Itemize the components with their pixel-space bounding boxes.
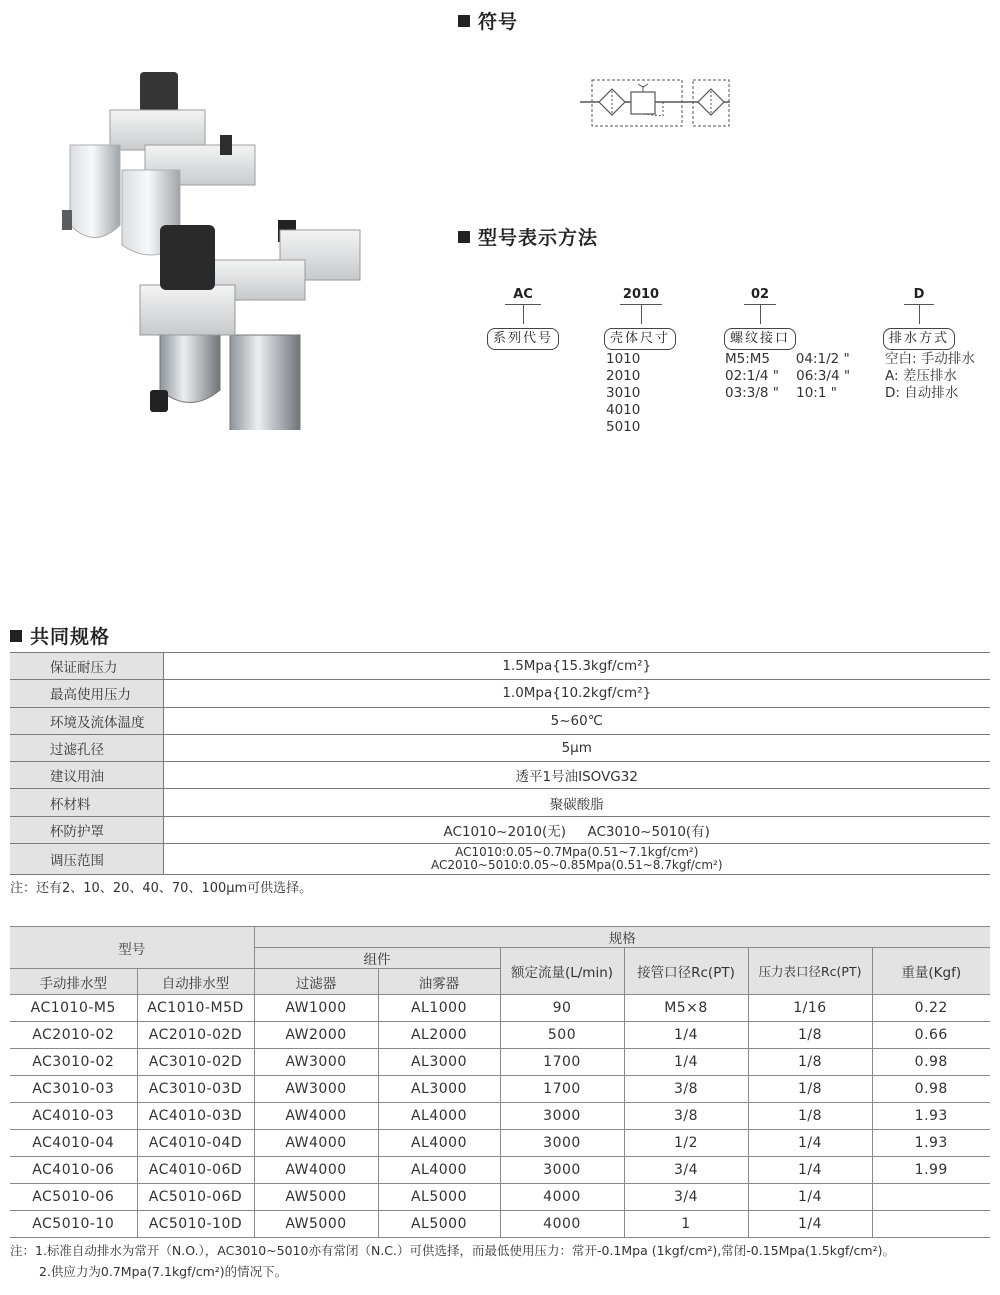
code-options-drain: 空白: 手动排水 A: 差压排水 D: 自动排水 — [885, 351, 975, 401]
header-gauge: 压力表口径Rc(PT) — [748, 948, 872, 995]
table-cell: AL3000 — [378, 1049, 500, 1076]
header-auto: 自动排水型 — [137, 969, 254, 995]
table-cell: AC4010-06D — [137, 1157, 254, 1184]
header-spec: 规格 — [254, 927, 990, 948]
table-row — [10, 1103, 990, 1130]
table-cell: AC4010-03 — [10, 1103, 137, 1130]
table-cell: AW4000 — [254, 1130, 378, 1157]
table-cell: AW3000 — [254, 1049, 378, 1076]
code-drain: D — [904, 287, 934, 302]
symbol-section-title: 符号 — [458, 7, 518, 34]
table-cell: AL2000 — [378, 1022, 500, 1049]
table-cell: AC2010-02 — [10, 1022, 137, 1049]
table-cell: AL4000 — [378, 1130, 500, 1157]
table-cell: AL4000 — [378, 1157, 500, 1184]
table-cell: AL5000 — [378, 1211, 500, 1238]
table-cell: AL4000 — [378, 1103, 500, 1130]
table-cell: 1/4 — [624, 1049, 748, 1076]
table-cell: AC1010-M5 — [10, 995, 137, 1022]
table-cell: 1700 — [500, 1076, 624, 1103]
table-row: 过滤孔径 5μm — [10, 734, 990, 761]
table-row — [10, 1184, 990, 1211]
header-manual: 手动排水型 — [10, 969, 137, 995]
table-cell — [872, 1184, 990, 1211]
table-cell: 1/8 — [748, 1103, 872, 1130]
code-thread: 02 — [744, 287, 776, 302]
header-flow: 额定流量(L/min) — [500, 948, 624, 995]
table-cell: AC5010-10 — [10, 1211, 137, 1238]
table-cell: 4000 — [500, 1184, 624, 1211]
table-cell: AW3000 — [254, 1076, 378, 1103]
model-table-body — [10, 995, 990, 1238]
table-cell: AC3010-02D — [137, 1049, 254, 1076]
table-cell: 500 — [500, 1022, 624, 1049]
code-options-body-size: 1010 2010 3010 4010 5010 — [606, 351, 641, 435]
table-cell: 1700 — [500, 1049, 624, 1076]
table-cell: 3/4 — [624, 1184, 748, 1211]
table-cell: 3000 — [500, 1103, 624, 1130]
table-row: 调压范围 AC1010:0.05~0.7Mpa(0.51~7.1kgf/cm²) AC2010~5010:0.05~0.85Mpa(0.51~8.7kgf/cm²) — [10, 844, 990, 875]
table-cell: 1.99 — [872, 1157, 990, 1184]
table-cell: AW5000 — [254, 1184, 378, 1211]
header-weight: 重量(Kgf) — [872, 948, 990, 995]
table-cell: AC3010-03D — [137, 1076, 254, 1103]
square-bullet-icon — [458, 231, 470, 243]
product-photo — [40, 60, 400, 430]
table-cell: AC1010-M5D — [137, 995, 254, 1022]
table-cell: 3000 — [500, 1157, 624, 1184]
table-cell: AC4010-04D — [137, 1130, 254, 1157]
table-row — [10, 1211, 990, 1238]
table-row: 保证耐压力 1.5Mpa{15.3kgf/cm²} — [10, 653, 990, 680]
table-row — [10, 1076, 990, 1103]
table-cell: AC5010-06 — [10, 1184, 137, 1211]
table-row — [10, 1022, 990, 1049]
table-cell: 1/2 — [624, 1130, 748, 1157]
table-cell: AC3010-02 — [10, 1049, 137, 1076]
table-cell: 3/8 — [624, 1076, 748, 1103]
model-section-title: 型号表示方法 — [458, 223, 598, 250]
table-cell: 1/8 — [748, 1022, 872, 1049]
table-cell: AW1000 — [254, 995, 378, 1022]
table-cell: 90 — [500, 995, 624, 1022]
table-cell: 1/4 — [748, 1184, 872, 1211]
table-cell: 1 — [624, 1211, 748, 1238]
table-row: 建议用油 透平1号油ISOVG32 — [10, 762, 990, 789]
code-body-size: 2010 — [620, 287, 662, 302]
table-cell: AC4010-03D — [137, 1103, 254, 1130]
common-spec-title: 共同规格 — [10, 622, 110, 649]
table-cell: AW4000 — [254, 1157, 378, 1184]
header-filter: 过滤器 — [254, 969, 378, 995]
common-spec-table — [10, 652, 990, 875]
table-row: 杯防护罩 AC1010~2010(无) AC3010~5010(有) — [10, 816, 990, 843]
header-component: 组件 — [254, 948, 500, 969]
table-cell: 1/8 — [748, 1049, 872, 1076]
table-cell: AL5000 — [378, 1184, 500, 1211]
table-cell: AW2000 — [254, 1022, 378, 1049]
table-cell: 0.98 — [872, 1049, 990, 1076]
square-bullet-icon — [10, 630, 22, 642]
table-row — [10, 1130, 990, 1157]
table-row: 杯材料 聚碳酸脂 — [10, 789, 990, 816]
model-table-note-1: 注：1.标准自动排水为常开（N.O.），AC3010~5010亦有常闭（N.C.）可供选择，而最低使用压力：常开-0.1Mpa (1kgf/cm²),常闭-0.15Mpa(1.5kgf/cm²)。 — [10, 1243, 895, 1258]
code-options-thread: M5:M5 04:1/2 " 02:1/4 " 06:3/4 " 03:3/8 " 10:1 " — [725, 351, 851, 401]
table-cell: AC5010-10D — [137, 1211, 254, 1238]
model-table-note-2: 2.供应力为0.7Mpa(7.1kgf/cm²)的情况下。 — [39, 1264, 288, 1279]
table-cell: 3000 — [500, 1130, 624, 1157]
table-cell: 1.93 — [872, 1103, 990, 1130]
table-cell — [872, 1211, 990, 1238]
table-cell: 1/8 — [748, 1076, 872, 1103]
table-cell: 1.93 — [872, 1130, 990, 1157]
code-label-drain: 排水方式 — [883, 328, 955, 350]
table-row — [10, 1157, 990, 1184]
table-row — [10, 1049, 990, 1076]
table-cell: 1/4 — [748, 1157, 872, 1184]
table-cell: AL1000 — [378, 995, 500, 1022]
code-label-series: 系列代号 — [487, 328, 559, 350]
header-port: 接管口径Rc(PT) — [624, 948, 748, 995]
table-cell: AC4010-04 — [10, 1130, 137, 1157]
table-cell: M5×8 — [624, 995, 748, 1022]
table-cell: 4000 — [500, 1211, 624, 1238]
table-cell: AC4010-06 — [10, 1157, 137, 1184]
code-label-body-size: 壳体尺寸 — [604, 328, 676, 350]
table-cell: 0.66 — [872, 1022, 990, 1049]
table-cell: AL3000 — [378, 1076, 500, 1103]
table-cell: 3/4 — [624, 1157, 748, 1184]
table-cell: 3/8 — [624, 1103, 748, 1130]
table-cell: AC5010-06D — [137, 1184, 254, 1211]
table-cell: 1/4 — [624, 1022, 748, 1049]
square-bullet-icon — [458, 15, 470, 27]
pneumatic-symbol-diagram — [575, 72, 735, 132]
table-cell: 0.22 — [872, 995, 990, 1022]
table-cell: 0.98 — [872, 1076, 990, 1103]
code-series: AC — [505, 287, 541, 302]
table-row: 最高使用压力 1.0Mpa{10.2kgf/cm²} — [10, 680, 990, 707]
header-model: 型号 — [10, 927, 254, 969]
table-cell: 1/16 — [748, 995, 872, 1022]
model-table — [10, 926, 990, 1238]
table-cell: AW5000 — [254, 1211, 378, 1238]
table-cell: 1/4 — [748, 1211, 872, 1238]
code-label-thread: 螺纹接口 — [724, 328, 796, 350]
header-lubricator: 油雾器 — [378, 969, 500, 995]
table-row — [10, 995, 990, 1022]
table-cell: AC3010-03 — [10, 1076, 137, 1103]
table-row: 环境及流体温度 5~60℃ — [10, 707, 990, 734]
table-cell: AW4000 — [254, 1103, 378, 1130]
table-cell: 1/4 — [748, 1130, 872, 1157]
table-cell: AC2010-02D — [137, 1022, 254, 1049]
common-spec-note: 注：还有2、10、20、40、70、100μm可供选择。 — [10, 881, 313, 896]
